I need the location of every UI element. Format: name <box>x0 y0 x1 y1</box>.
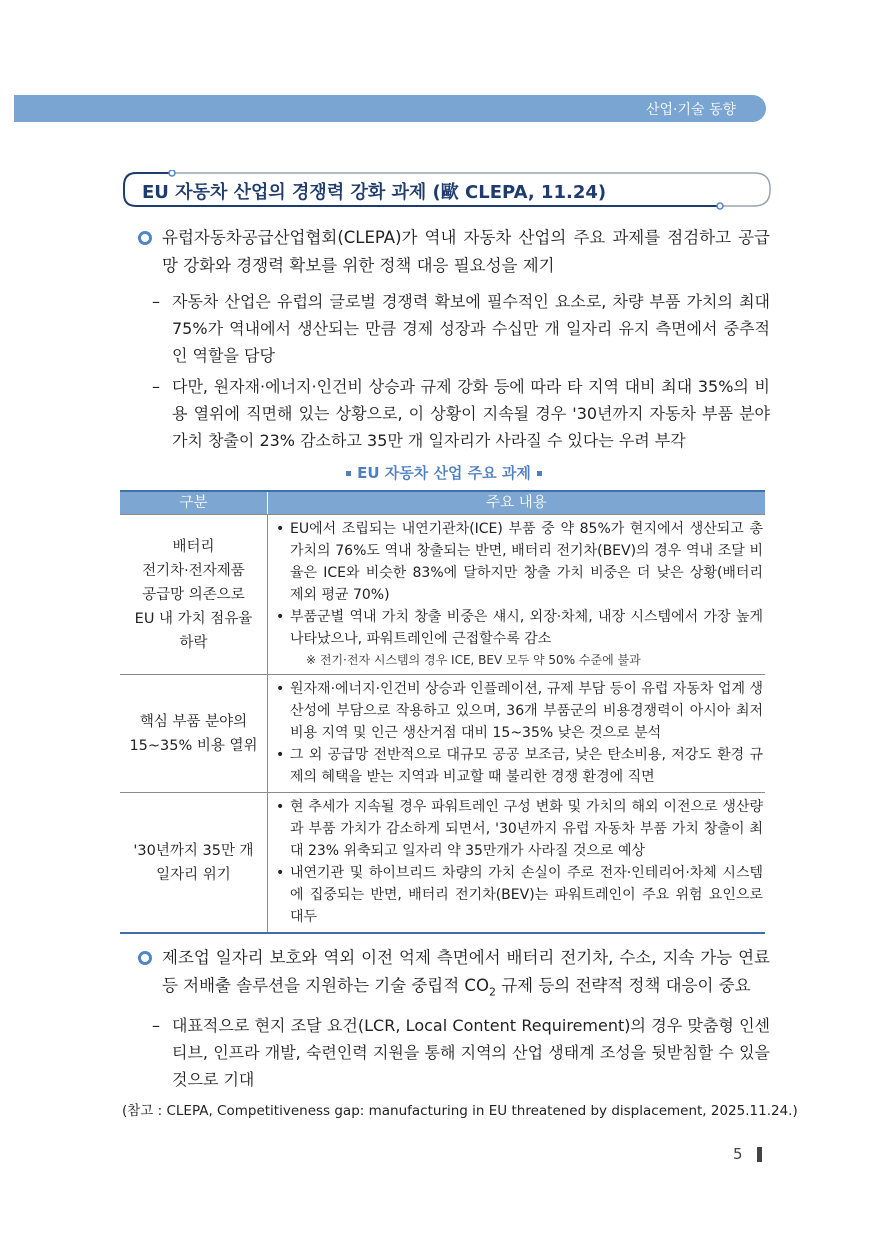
label-line: '30년까지 35만 개 <box>133 842 254 859</box>
table-row-label <box>120 515 268 674</box>
table-bullet-item: • 원자재·에너지·인건비 상승과 인플레이션, 규제 부담 등이 유럽 자동차 업계 생산성에 부담으로 작용하고 있으며, 36개 부품군의 비용경쟁력이 아시아 최저비용 지역 및 인근 생산거점 대비 15~35% 낮은 것으로 분석 <box>276 678 763 744</box>
label-line: 하락 <box>179 634 208 651</box>
table-bullet-item: • 부품군별 역내 가치 창출 비중은 섀시, 외장·차체, 내장 시스템에서 가장 높게 나타났으나, 파워트레인에 근접할수록 감소 <box>276 606 763 650</box>
label-line: 전기차·전자제품 <box>142 562 245 579</box>
bullet-text-2-part: 제조업 일자리 보호와 역외 이전 억제 측면에서 배터리 전기차, 수소, 지속 가능 연료 등 저배출 솔루션을 지원하는 기술 중립적 CO <box>162 948 770 995</box>
reference-note: (참고 : CLEPA, Competitiveness gap: manufacturing in EU threatened by displacement, 2025.11.24.) <box>122 1103 798 1119</box>
label-line: EU 내 가치 점유율 <box>134 610 253 627</box>
table-row <box>120 674 765 792</box>
table-bullet-item: • 현 추세가 지속될 경우 파워트레인 구성 변화 및 가치의 해외 이전으로 생산량과 부품 가치가 감소하게 되면서, '30년까지 유럽 자동차 부품 가치 창출이 최대 23% 위축되고 일자리 약 35만개가 사라질 것으로 예상 <box>276 796 763 862</box>
dash-item-3 <box>152 1012 770 1093</box>
label-line: 핵심 부품 분야의 <box>139 713 248 730</box>
dash-icon: – <box>152 377 160 396</box>
bullet-text-2-part: 규제 등의 전략적 정책 대응이 중요 <box>495 976 751 995</box>
subscript-two: 2 <box>488 985 496 999</box>
bullet-item-2 <box>138 944 770 1006</box>
table-row-label <box>120 793 268 932</box>
table-header-content: 주요 내용 <box>486 495 547 511</box>
circle-bullet-icon <box>138 231 152 245</box>
table-title-text: EU 자동차 산업 주요 과제 <box>357 464 531 482</box>
bullet-item-1 <box>138 224 770 280</box>
dash-text-3: 대표적으로 현지 조달 요건(LCR, Local Content Requirement)의 경우 맞춤형 인센티브, 인프라 개발, 숙련인력 지원을 통해 지역의 산업 생태계 조성을 뒷받침할 수 있을 것으로 기대 <box>172 1016 770 1089</box>
table-header-row <box>120 492 765 514</box>
dash-item-2 <box>152 373 770 454</box>
section-title: EU 자동차 산업의 경쟁력 강화 과제 (歐 CLEPA, 11.24) <box>142 182 607 203</box>
label-line: 공급망 의존으로 <box>142 586 245 603</box>
dash-text-2: 다만, 원자재·에너지·인건비 상승과 규제 강화 등에 따라 타 지역 대비 최대 35%의 비용 열위에 직면해 있는 상황으로, 이 상황이 지속될 경우 '30년까지 자동차 부품 분야 가치 창출이 23% 감소하고 35만 개 일자리가 사라질 수 있다는 우려 부각 <box>172 377 770 450</box>
dash-text-1: 자동차 산업은 유럽의 글로벌 경쟁력 확보에 필수적인 요소로, 차량 부품 가치의 최대 75%가 역내에서 생산되는 만큼 경제 성장과 수십만 개 일자리 유지 측면에서 중추적인 역할을 담당 <box>172 292 770 365</box>
bullet-text-2 <box>162 944 770 1006</box>
table-bullet-item: • EU에서 조립되는 내연기관차(ICE) 부품 중 약 85%가 현지에서 생산되고 총 가치의 76%도 역내 창출되는 반면, 배터리 전기차(BEV)의 경우 역내 조달 비율은 ICE와 비슷한 83%에 달하지만 창출 가치 비중은 더 낮은 상황(배터리 제외 평균 70%) <box>276 518 763 606</box>
table-row <box>120 514 765 674</box>
table-bullet-item: • 그 외 공급망 전반적으로 대규모 공공 보조금, 낮은 탄소비용, 저강도 환경 규제의 혜택을 받는 지역과 비교할 때 불리한 경쟁 환경에 직면 <box>276 744 763 788</box>
circle-bullet-icon <box>138 951 152 965</box>
table-row-label <box>120 675 268 792</box>
dash-icon: – <box>152 1016 160 1035</box>
header-bar <box>14 95 766 122</box>
header-section-label: 산업·기술 동향 <box>645 102 736 118</box>
table-row-content <box>268 793 765 932</box>
table-row-content <box>268 675 765 792</box>
table-row-content <box>268 515 765 674</box>
table-title <box>0 462 888 483</box>
page-marker-bar <box>757 1147 762 1162</box>
table-header-category: 구분 <box>120 492 268 514</box>
square-bullet-icon <box>537 471 542 476</box>
table-bullet-item: • 내연기관 및 하이브리드 차량의 가치 손실이 주로 전자·인테리어·차체 시스템에 집중되는 반면, 배터리 전기차(BEV)는 파워트레인이 주요 위험 요인으로 대두 <box>276 862 763 928</box>
issues-table <box>120 490 765 934</box>
label-line: 일자리 위기 <box>156 866 231 883</box>
dash-icon: – <box>152 292 160 311</box>
page-number: 5 <box>733 1145 743 1163</box>
label-line: 배터리 <box>172 538 215 555</box>
table-note: ※ 전기·전자 시스템의 경우 ICE, BEV 모두 약 50% 수준에 불과 <box>306 653 641 667</box>
table-row <box>120 792 765 932</box>
label-line: 15~35% 비용 열위 <box>129 737 258 754</box>
dash-item-1 <box>152 288 770 369</box>
square-bullet-icon <box>346 471 351 476</box>
bullet-text-1: 유럽자동차공급산업협회(CLEPA)가 역내 자동차 산업의 주요 과제를 점검하고 공급망 강화와 경쟁력 확보를 위한 정책 대응 필요성을 제기 <box>162 228 770 275</box>
